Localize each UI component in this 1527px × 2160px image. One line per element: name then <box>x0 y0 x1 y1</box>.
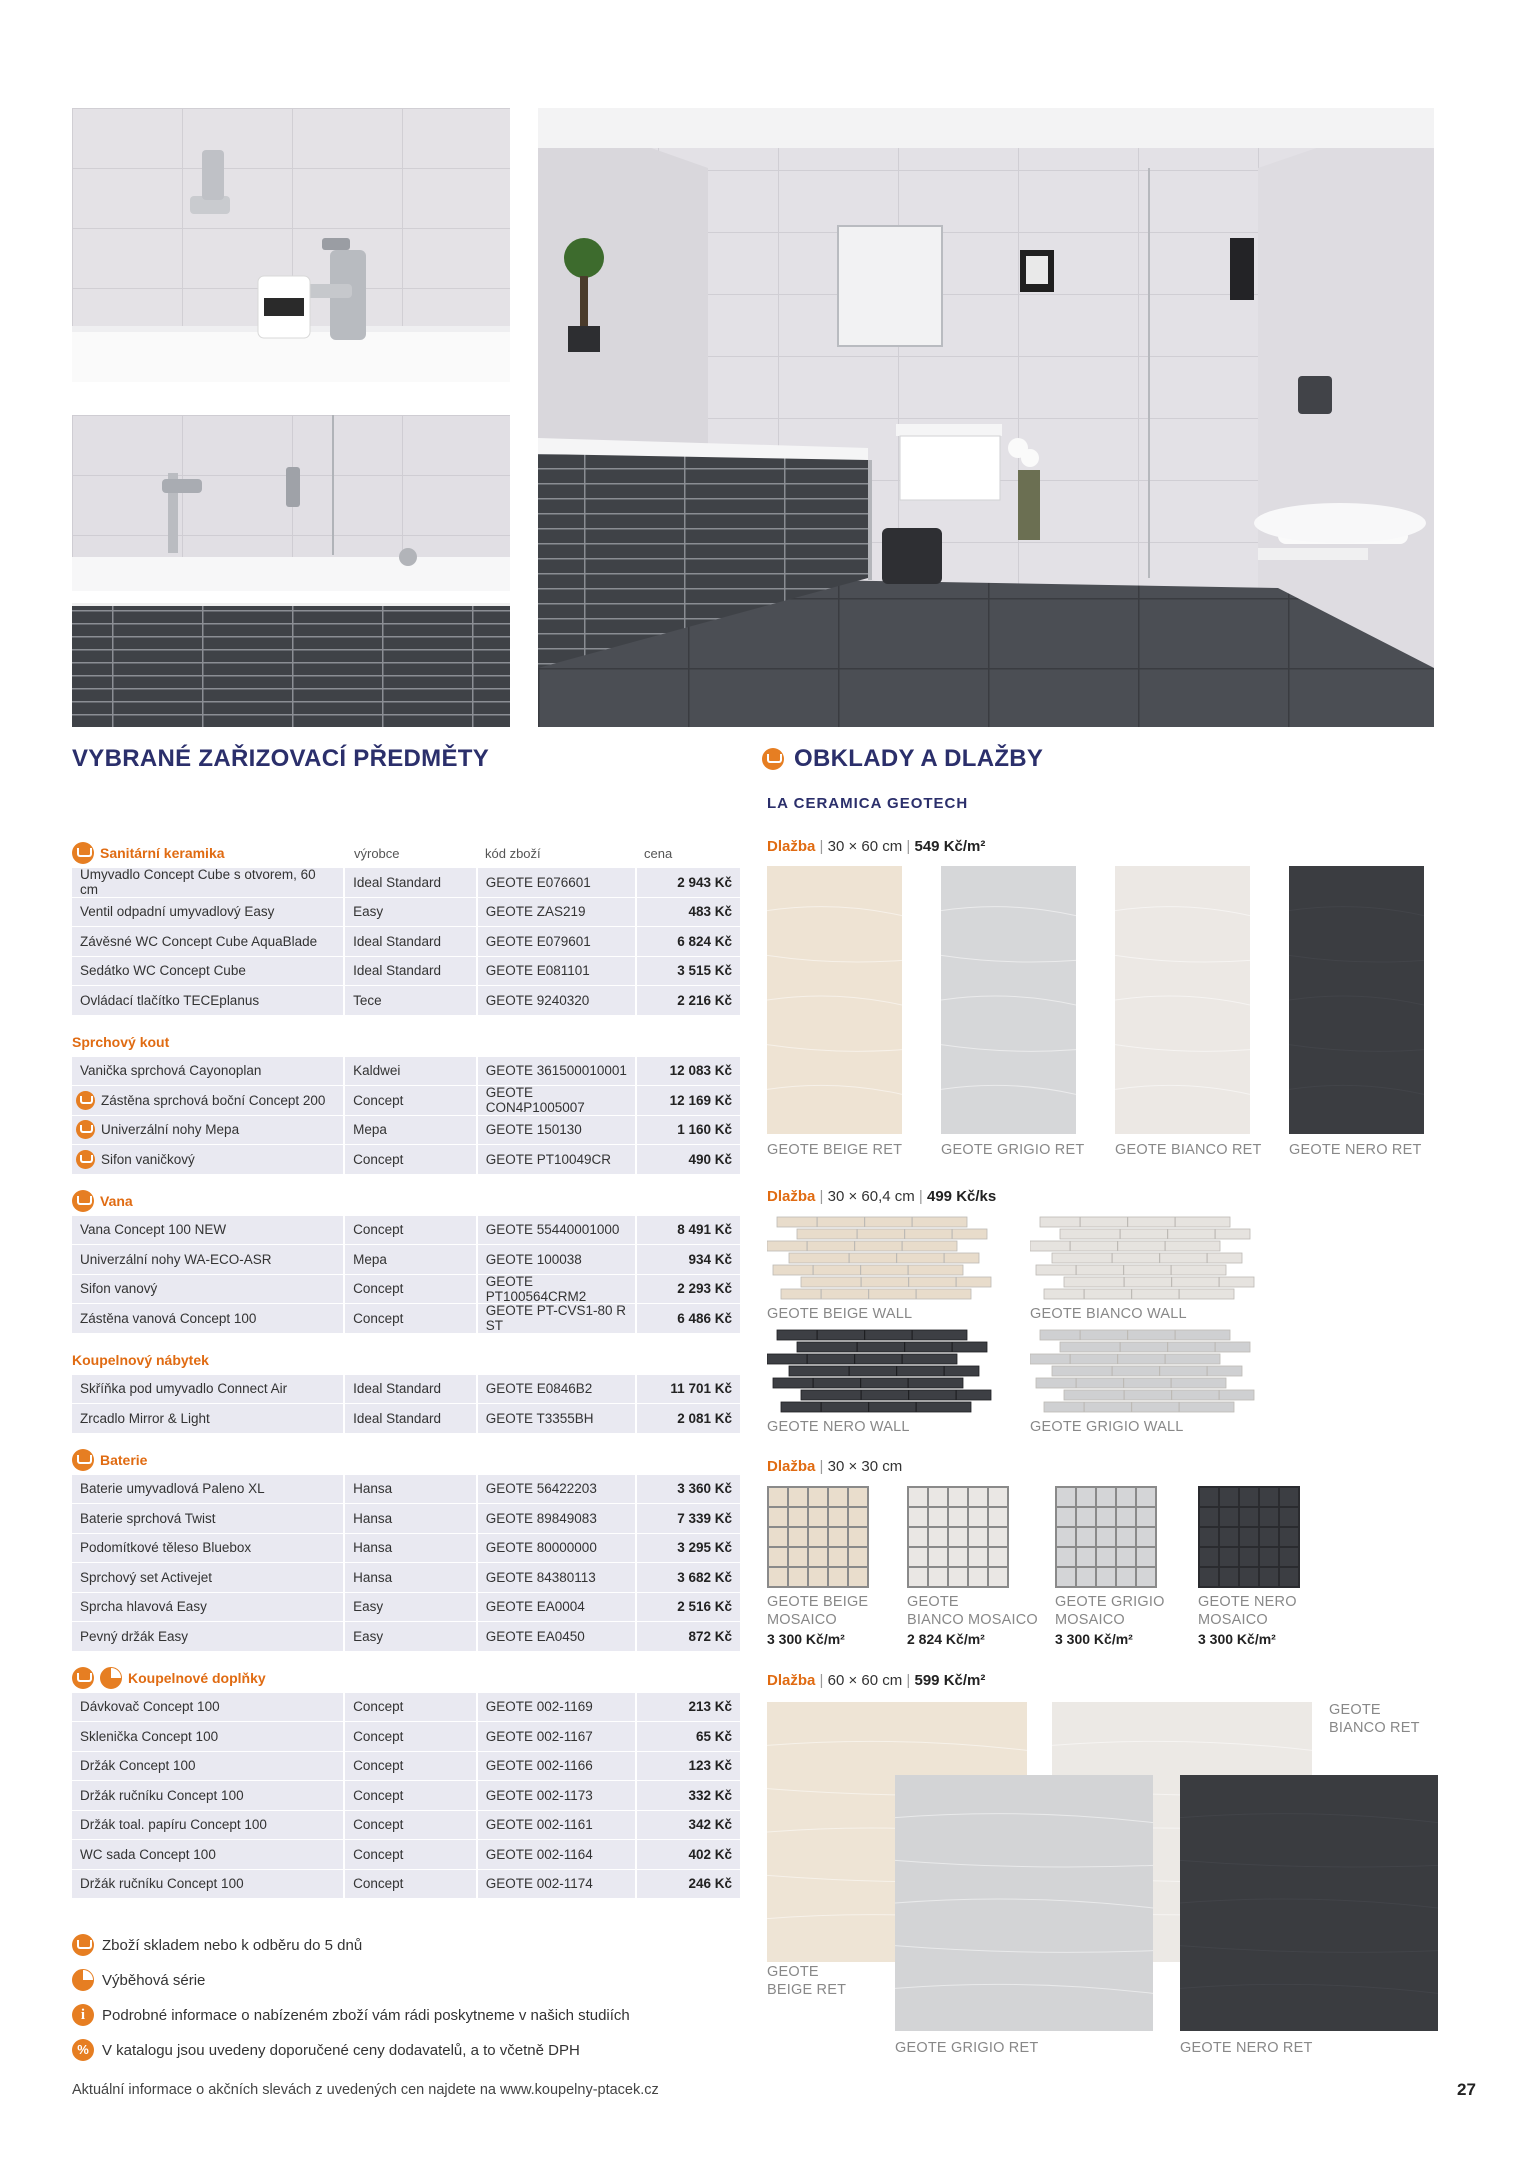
product-code: GEOTE E0846B2 <box>478 1375 636 1404</box>
photo-bathtub <box>72 415 510 727</box>
product-code: GEOTE PT10049CR <box>478 1145 636 1174</box>
product-name <box>72 1304 343 1333</box>
tiles4-label: Dlažba <box>767 1672 816 1689</box>
product-name <box>72 1563 343 1592</box>
product-price: 483 Kč <box>637 898 740 927</box>
product-price: 2 516 Kč <box>637 1593 740 1622</box>
product-name <box>72 1404 343 1433</box>
product-price: 65 Kč <box>637 1722 740 1751</box>
product-name <box>72 1722 343 1751</box>
tile-name: GEOTE BIANCO RET <box>1115 1142 1262 1158</box>
product-maker: Concept <box>345 1752 476 1781</box>
table-row <box>72 1693 740 1722</box>
tile-name: GEOTE GRIGIO WALL <box>1030 1419 1184 1435</box>
product-price: 872 Kč <box>637 1622 740 1651</box>
product-name-text: Skříňka pod umyvadlo Connect Air <box>80 1381 288 1397</box>
product-price: 1 160 Kč <box>637 1116 740 1145</box>
section-label: Baterie <box>100 1451 148 1468</box>
table-row <box>72 1275 740 1304</box>
cart-icon <box>76 1150 95 1169</box>
product-name <box>72 1693 343 1722</box>
tile-swatch <box>1055 1486 1157 1588</box>
product-code: GEOTE 80000000 <box>478 1534 636 1563</box>
product-price: 213 Kč <box>637 1693 740 1722</box>
section-label: Koupelnový nábytek <box>72 1351 209 1368</box>
product-name-text: Vanička sprchová Cayonoplan <box>80 1063 262 1079</box>
product-price: 490 Kč <box>637 1145 740 1174</box>
legend-text: Výběhová série <box>102 1971 206 1989</box>
product-name <box>72 1504 343 1533</box>
table-row <box>72 986 740 1015</box>
tile-swatch <box>767 1216 997 1300</box>
tile-name-line2: BIANCO RET <box>1329 1720 1420 1736</box>
product-name <box>72 898 343 927</box>
info-icon: i <box>72 2004 94 2026</box>
product-maker: Hansa <box>345 1563 476 1592</box>
product-maker: Mepa <box>345 1245 476 1274</box>
section-label: Vana <box>100 1192 133 1209</box>
product-maker: Concept <box>345 1304 476 1333</box>
product-maker: Concept <box>345 1216 476 1245</box>
product-maker: Hansa <box>345 1475 476 1504</box>
product-price: 12 169 Kč <box>637 1086 740 1115</box>
product-price: 246 Kč <box>637 1870 740 1899</box>
product-maker: Concept <box>345 1145 476 1174</box>
product-price: 123 Kč <box>637 1752 740 1781</box>
product-maker: Ideal Standard <box>345 868 476 897</box>
section-title <box>72 1445 740 1475</box>
product-price: 3 360 Kč <box>637 1475 740 1504</box>
left-heading: VYBRANÉ ZAŘIZOVACÍ PŘEDMĚTY <box>72 745 490 772</box>
product-code: GEOTE 002-1174 <box>478 1870 636 1899</box>
product-maker: Concept <box>345 1693 476 1722</box>
product-price: 12 083 Kč <box>637 1057 740 1086</box>
product-maker: Hansa <box>345 1504 476 1533</box>
product-code: GEOTE 89849083 <box>478 1504 636 1533</box>
tile-name: GEOTE <box>1329 1702 1381 1718</box>
product-code: GEOTE 150130 <box>478 1116 636 1145</box>
product-maker: Concept <box>345 1840 476 1869</box>
tile-name-line2: BEIGE RET <box>767 1982 847 1998</box>
product-name-text: Ovládací tlačítko TECEplanus <box>80 992 260 1008</box>
tile-swatch <box>895 1775 1153 2031</box>
product-price: 332 Kč <box>637 1781 740 1810</box>
table-row <box>72 1145 740 1174</box>
product-price: 934 Kč <box>637 1245 740 1274</box>
product-code: GEOTE E076601 <box>478 868 636 897</box>
section-title <box>72 1186 740 1216</box>
product-name-text: Baterie umyvadlová Paleno XL <box>80 1481 265 1497</box>
product-name <box>72 1116 343 1145</box>
product-name <box>72 1622 343 1651</box>
product-name <box>72 868 343 897</box>
product-maker: Concept <box>345 1870 476 1899</box>
product-maker: Ideal Standard <box>345 1404 476 1433</box>
product-name-text: Sprcha hlavová Easy <box>80 1599 207 1615</box>
tiles2-label: Dlažba <box>767 1188 816 1205</box>
product-maker: Tece <box>345 986 476 1015</box>
tiles1-spec: Dlažba | 30 × 60 cm | 549 Kč/m² <box>767 838 986 855</box>
product-code: GEOTE 100038 <box>478 1245 636 1274</box>
product-name <box>72 1811 343 1840</box>
product-maker: Easy <box>345 1593 476 1622</box>
product-name-text: WC sada Concept 100 <box>80 1846 216 1862</box>
right-heading: OBKLADY A DLAŽBY <box>794 745 1044 772</box>
tiles1-price: 549 Kč/m² <box>914 838 986 855</box>
product-code: GEOTE EA0450 <box>478 1622 636 1651</box>
product-code: GEOTE EA0004 <box>478 1593 636 1622</box>
product-price: 6 486 Kč <box>637 1304 740 1333</box>
tiles4-size: 60 × 60 cm <box>827 1672 903 1689</box>
pie-icon <box>72 1969 94 1991</box>
product-price: 11 701 Kč <box>637 1375 740 1404</box>
product-maker: Concept <box>345 1086 476 1115</box>
footer-text: Aktuální informace o akčních slevách z uvedených cen najdete na www.koupelny-ptacek.cz <box>72 2082 659 2098</box>
product-name <box>72 957 343 986</box>
section-title <box>72 1027 740 1057</box>
tile-swatch <box>767 1486 869 1588</box>
product-name-text: Vana Concept 100 NEW <box>80 1222 227 1238</box>
table-row <box>72 1534 740 1563</box>
legend-item <box>72 2004 630 2026</box>
product-name <box>72 986 343 1015</box>
section-label: Sprchový kout <box>72 1033 170 1050</box>
right-heading-group <box>762 745 1043 773</box>
cart-icon <box>72 842 94 864</box>
section-label: Sanitární keramika <box>100 845 225 861</box>
section-title <box>72 1345 740 1375</box>
product-maker: Concept <box>345 1275 476 1304</box>
product-code: GEOTE PT-CVS1-80 R ST <box>478 1304 636 1333</box>
product-code: GEOTE 002-1167 <box>478 1722 636 1751</box>
tile-name-line2: MOSAICO <box>1055 1612 1125 1628</box>
product-price: 2 293 Kč <box>637 1275 740 1304</box>
table-row <box>72 1057 740 1086</box>
product-code: GEOTE 9240320 <box>478 986 636 1015</box>
product-code: GEOTE T3355BH <box>478 1404 636 1433</box>
product-price: 2 216 Kč <box>637 986 740 1015</box>
tile-swatch <box>767 1329 997 1413</box>
product-name-text: Držák ručníku Concept 100 <box>80 1876 244 1892</box>
table-row <box>72 1404 740 1433</box>
product-name <box>72 1057 343 1086</box>
tiles3-spec: Dlažba | 30 × 30 cm <box>767 1458 903 1475</box>
table-row <box>72 868 740 897</box>
product-name-text: Ventil odpadní umyvadlový Easy <box>80 904 275 920</box>
legend-item <box>72 2039 580 2061</box>
legend-text: V katalogu jsou uvedeny doporučené ceny dodavatelů, a to včetně DPH <box>102 2041 580 2059</box>
table-row <box>72 1304 740 1333</box>
product-name <box>72 1593 343 1622</box>
tiles1-size: 30 × 60 cm <box>827 838 903 855</box>
product-name <box>72 1275 343 1304</box>
tile-swatch <box>767 866 902 1134</box>
table-row <box>72 1781 740 1810</box>
tiles2-size: 30 × 60,4 cm <box>827 1188 915 1205</box>
pie-icon <box>100 1667 122 1689</box>
product-code: GEOTE 361500010001 <box>478 1057 636 1086</box>
cart-icon <box>762 748 784 770</box>
tile-swatch <box>907 1486 1009 1588</box>
table-row <box>72 1622 740 1651</box>
product-maker: Easy <box>345 1622 476 1651</box>
product-price: 7 339 Kč <box>637 1504 740 1533</box>
product-name <box>72 1781 343 1810</box>
product-name-text: Sifon vaničkový <box>101 1151 195 1167</box>
cart-icon <box>72 1667 94 1689</box>
product-price: 3 295 Kč <box>637 1534 740 1563</box>
product-price: 2 943 Kč <box>637 868 740 897</box>
tile-name: GEOTE BEIGE WALL <box>767 1306 913 1322</box>
product-maker: Mepa <box>345 1116 476 1145</box>
table-row <box>72 1375 740 1404</box>
section-title <box>72 838 740 868</box>
product-table <box>72 838 740 1898</box>
product-price: 2 081 Kč <box>637 1404 740 1433</box>
product-code: GEOTE CON4P1005007 <box>478 1086 636 1115</box>
tiles4-spec: Dlažba | 60 × 60 cm | 599 Kč/m² <box>767 1672 986 1689</box>
product-name-text: Závěsné WC Concept Cube AquaBlade <box>80 933 318 949</box>
tile-swatch <box>1030 1329 1260 1413</box>
table-row <box>72 1752 740 1781</box>
product-name <box>72 1145 343 1174</box>
tiles2-spec: Dlažba | 30 × 60,4 cm | 499 Kč/ks <box>767 1188 997 1205</box>
product-price: 8 491 Kč <box>637 1216 740 1245</box>
product-maker: Hansa <box>345 1534 476 1563</box>
table-row <box>72 1475 740 1504</box>
tiles2-price: 499 Kč/ks <box>927 1188 997 1205</box>
cart-icon <box>72 1190 94 1212</box>
cart-icon <box>72 1449 94 1471</box>
tile-name: GEOTE GRIGIO <box>1055 1594 1165 1610</box>
product-code: GEOTE 002-1164 <box>478 1840 636 1869</box>
table-row <box>72 1840 740 1869</box>
tile-name: GEOTE NERO RET <box>1289 1142 1422 1158</box>
legend-item <box>72 1934 362 1956</box>
product-name-text: Držák ručníku Concept 100 <box>80 1787 244 1803</box>
table-row <box>72 898 740 927</box>
product-code: GEOTE E079601 <box>478 927 636 956</box>
tile-swatch <box>1115 866 1250 1134</box>
product-maker: Concept <box>345 1722 476 1751</box>
table-row <box>72 927 740 956</box>
product-maker: Ideal Standard <box>345 957 476 986</box>
product-name-text: Držák toal. papíru Concept 100 <box>80 1817 267 1833</box>
product-maker: Concept <box>345 1781 476 1810</box>
cart-icon <box>76 1120 95 1139</box>
col-header-manufacturer: výrobce <box>354 846 400 861</box>
product-name <box>72 1475 343 1504</box>
tile-swatch <box>1289 866 1424 1134</box>
product-price: 6 824 Kč <box>637 927 740 956</box>
photo-bathroom <box>538 108 1434 727</box>
product-name <box>72 1534 343 1563</box>
tile-name: GEOTE NERO WALL <box>767 1419 910 1435</box>
section-label: Koupelnové doplňky <box>128 1669 266 1686</box>
product-name-text: Zrcadlo Mirror & Light <box>80 1410 210 1426</box>
product-maker: Ideal Standard <box>345 1375 476 1404</box>
table-row <box>72 1563 740 1592</box>
legend-text: Zboží skladem nebo k odběru do 5 dnů <box>102 1936 363 1954</box>
product-name-text: Držák Concept 100 <box>80 1758 196 1774</box>
product-code: GEOTE 55440001000 <box>478 1216 636 1245</box>
product-maker: Ideal Standard <box>345 927 476 956</box>
product-name-text: Sklenička Concept 100 <box>80 1728 219 1744</box>
legend-item <box>72 1969 205 1991</box>
product-name <box>72 1216 343 1245</box>
product-code: GEOTE 56422203 <box>478 1475 636 1504</box>
product-code: GEOTE 002-1169 <box>478 1693 636 1722</box>
product-name-text: Umyvadlo Concept Cube s otvorem, 60 cm <box>80 867 316 898</box>
legend-text: Podrobné informace o nabízeném zboží vám rádi poskytneme v našich studiích <box>102 2006 630 2024</box>
product-code: GEOTE PT100564CRM2 <box>478 1275 636 1304</box>
product-name <box>72 1245 343 1274</box>
tile-swatch <box>1030 1216 1260 1300</box>
product-name-text: Dávkovač Concept 100 <box>80 1699 220 1715</box>
table-row <box>72 957 740 986</box>
tile-price: 3 300 Kč/m² <box>767 1631 845 1647</box>
product-code: GEOTE 002-1173 <box>478 1781 636 1810</box>
product-price: 3 682 Kč <box>637 1563 740 1592</box>
tile-name: GEOTE BIANCO WALL <box>1030 1306 1187 1322</box>
tiles3-size: 30 × 30 cm <box>827 1458 903 1475</box>
tile-name: GEOTE GRIGIO RET <box>941 1142 1085 1158</box>
tile-name: GEOTE NERO RET <box>1180 2040 1313 2056</box>
col-header-price: cena <box>644 846 673 861</box>
tile-swatch <box>941 866 1076 1134</box>
product-name-text: Sifon vanový <box>80 1281 158 1297</box>
table-row <box>72 1593 740 1622</box>
table-row <box>72 1504 740 1533</box>
product-name-text: Sprchový set Activejet <box>80 1569 213 1585</box>
tile-name: GEOTE <box>767 1964 819 1980</box>
percent-icon: % <box>72 2039 94 2061</box>
product-name-text: Baterie sprchová Twist <box>80 1510 216 1526</box>
product-name <box>72 927 343 956</box>
tile-name: GEOTE NERO <box>1198 1594 1297 1610</box>
table-row <box>72 1086 740 1115</box>
product-name-text: Sedátko WC Concept Cube <box>80 963 246 979</box>
product-code: GEOTE 002-1161 <box>478 1811 636 1840</box>
tile-name: GEOTE GRIGIO RET <box>895 2040 1039 2056</box>
tile-name-line2: BIANCO MOSAICO <box>907 1612 1038 1628</box>
cart-icon <box>76 1091 95 1110</box>
product-code: GEOTE ZAS219 <box>478 898 636 927</box>
tile-price: 2 824 Kč/m² <box>907 1631 985 1647</box>
page-number: 27 <box>1457 2080 1476 2099</box>
product-name-text: Zástěna vanová Concept 100 <box>80 1310 257 1326</box>
product-name-text: Zástěna sprchová boční Concept 200 <box>101 1092 326 1108</box>
product-code: GEOTE 84380113 <box>478 1563 636 1592</box>
tile-swatch <box>1180 1775 1438 2031</box>
product-maker: Kaldwei <box>345 1057 476 1086</box>
product-name <box>72 1840 343 1869</box>
photo-faucet <box>72 108 510 382</box>
tile-name-line2: MOSAICO <box>767 1612 837 1628</box>
table-row <box>72 1245 740 1274</box>
section-title <box>72 1663 740 1693</box>
tile-price: 3 300 Kč/m² <box>1055 1631 1133 1647</box>
brand-subheading: LA CERAMICA GEOTECH <box>767 795 969 812</box>
tiles1-label: Dlažba <box>767 838 816 855</box>
tile-name-line2: MOSAICO <box>1198 1612 1268 1628</box>
product-name-text: Univerzální nohy WA-ECO-ASR <box>80 1251 272 1267</box>
tile-name: GEOTE BEIGE RET <box>767 1142 903 1158</box>
table-row <box>72 1722 740 1751</box>
table-row <box>72 1870 740 1899</box>
product-maker: Easy <box>345 898 476 927</box>
tile-name: GEOTE <box>907 1594 959 1610</box>
product-name-text: Univerzální nohy Mepa <box>101 1122 240 1138</box>
product-name-text: Pevný držák Easy <box>80 1628 189 1644</box>
product-code: GEOTE E081101 <box>478 957 636 986</box>
tiles4-price: 599 Kč/m² <box>914 1672 986 1689</box>
product-name <box>72 1870 343 1899</box>
product-price: 3 515 Kč <box>637 957 740 986</box>
product-name <box>72 1752 343 1781</box>
product-name-text: Podomítkové těleso Bluebox <box>80 1540 252 1556</box>
tile-name: GEOTE BEIGE <box>767 1594 869 1610</box>
product-price: 402 Kč <box>637 1840 740 1869</box>
product-name <box>72 1375 343 1404</box>
tile-price: 3 300 Kč/m² <box>1198 1631 1276 1647</box>
product-price: 342 Kč <box>637 1811 740 1840</box>
cart-icon <box>72 1934 94 1956</box>
table-row <box>72 1811 740 1840</box>
tiles3-label: Dlažba <box>767 1458 816 1475</box>
table-row <box>72 1116 740 1145</box>
col-header-code: kód zboží <box>485 846 541 861</box>
product-maker: Concept <box>345 1811 476 1840</box>
table-row <box>72 1216 740 1245</box>
tile-swatch <box>1198 1486 1300 1588</box>
product-code: GEOTE 002-1166 <box>478 1752 636 1781</box>
product-name <box>72 1086 343 1115</box>
